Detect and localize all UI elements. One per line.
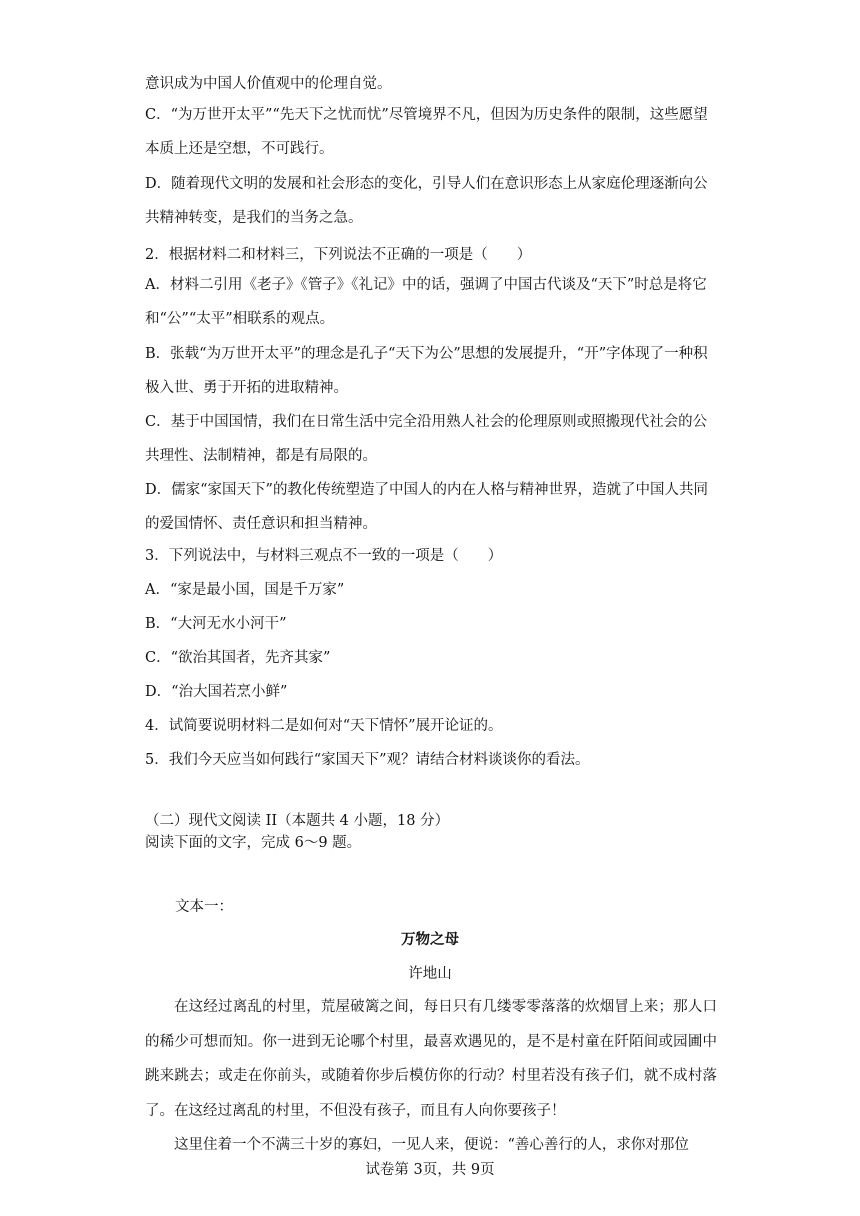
q2-option-d: D．儒家“家国天下”的教化传统塑造了中国人的内在人格与精神世界，造就了中国人共同的爱国情怀、责任意识和担当精神。 (145, 482, 708, 532)
article-paragraph: 这里住着一个不满三十岁的寡妇，一见人来，便说：“善心善行的人，求你对那位 (174, 1137, 689, 1153)
q1-option-b-tail: 意识成为中国人价值观中的伦理自觉。 (145, 76, 392, 92)
q2-stem: 2．根据材料二和材料三，下列说法不正确的一项是（ ） (145, 247, 532, 263)
q2-option-c: C．基于中国国情，我们在日常生活中完全沿用熟人社会的伦理原则或照搬现代社会的公共理性、法制精神，都是有局限的。 (145, 414, 708, 464)
section-title: （二）现代文阅读 II（本题共 4 小题，18 分） (145, 813, 450, 829)
q1-option-d: D．随着现代文明的发展和社会形态的变化，引导人们在意识形态上从家庭伦理逐渐向公共精神转变，是我们的当务之急。 (145, 176, 708, 226)
q2-option-b: B．张载“为万世开太平”的理念是孔子“天下为公”思想的发展提升，“开”字体现了一种积极入世、勇于开拓的进取精神。 (145, 346, 708, 396)
article-title: 万物之母 (401, 931, 459, 948)
text-label: 文本一： (175, 899, 233, 915)
q2-option-a: A．材料二引用《老子》《管子》《礼记》中的话，强调了中国古代谈及“天下”时总是将它和“公”“太平”相联系的观点。 (145, 277, 707, 327)
q3-option-b: B．“大河无水小河干” (145, 616, 287, 632)
q3-option-a: A．“家是最小国，国是千万家” (145, 582, 345, 598)
q4-stem: 4．试简要说明材料二是如何对“天下情怀”展开论证的。 (145, 718, 503, 734)
q5-stem: 5．我们今天应当如何践行“家国天下”观？请结合材料谈谈你的看法。 (145, 752, 590, 768)
article-paragraph: 在这经过离乱的村里，荒屋破篱之间，每日只有几缕零零落落的炊烟冒上来；那人口的稀少可想而知。你一进到无论哪个村里，最喜欢遇见的，是不是村童在阡陌间或园圃中跳来跳去；或走在你前头，或随着你步后模仿你的行动？村里若没有孩子们，就不成村落了。在这经过离乱的村里，不但没有孩子，而且有人向你要孩子！ (145, 999, 717, 1119)
q3-option-c: C．“欲治其国者，先齐其家” (145, 650, 331, 666)
page-footer: 试卷第 3页，共 9页 (365, 1162, 495, 1178)
section-instruction: 阅读下面的文字，完成 6～9 题。 (145, 835, 362, 851)
q3-stem: 3．下列说法中，与材料三观点不一致的一项是（ ） (145, 548, 503, 564)
q3-option-d: D．“治大国若烹小鲜” (145, 684, 288, 700)
q1-option-c: C．“为万世开太平”“先天下之忧而忧”尽管境界不凡，但因为历史条件的限制，这些愿望本质上还是空想，不可践行。 (145, 107, 708, 157)
article-author: 许地山 (408, 966, 452, 982)
